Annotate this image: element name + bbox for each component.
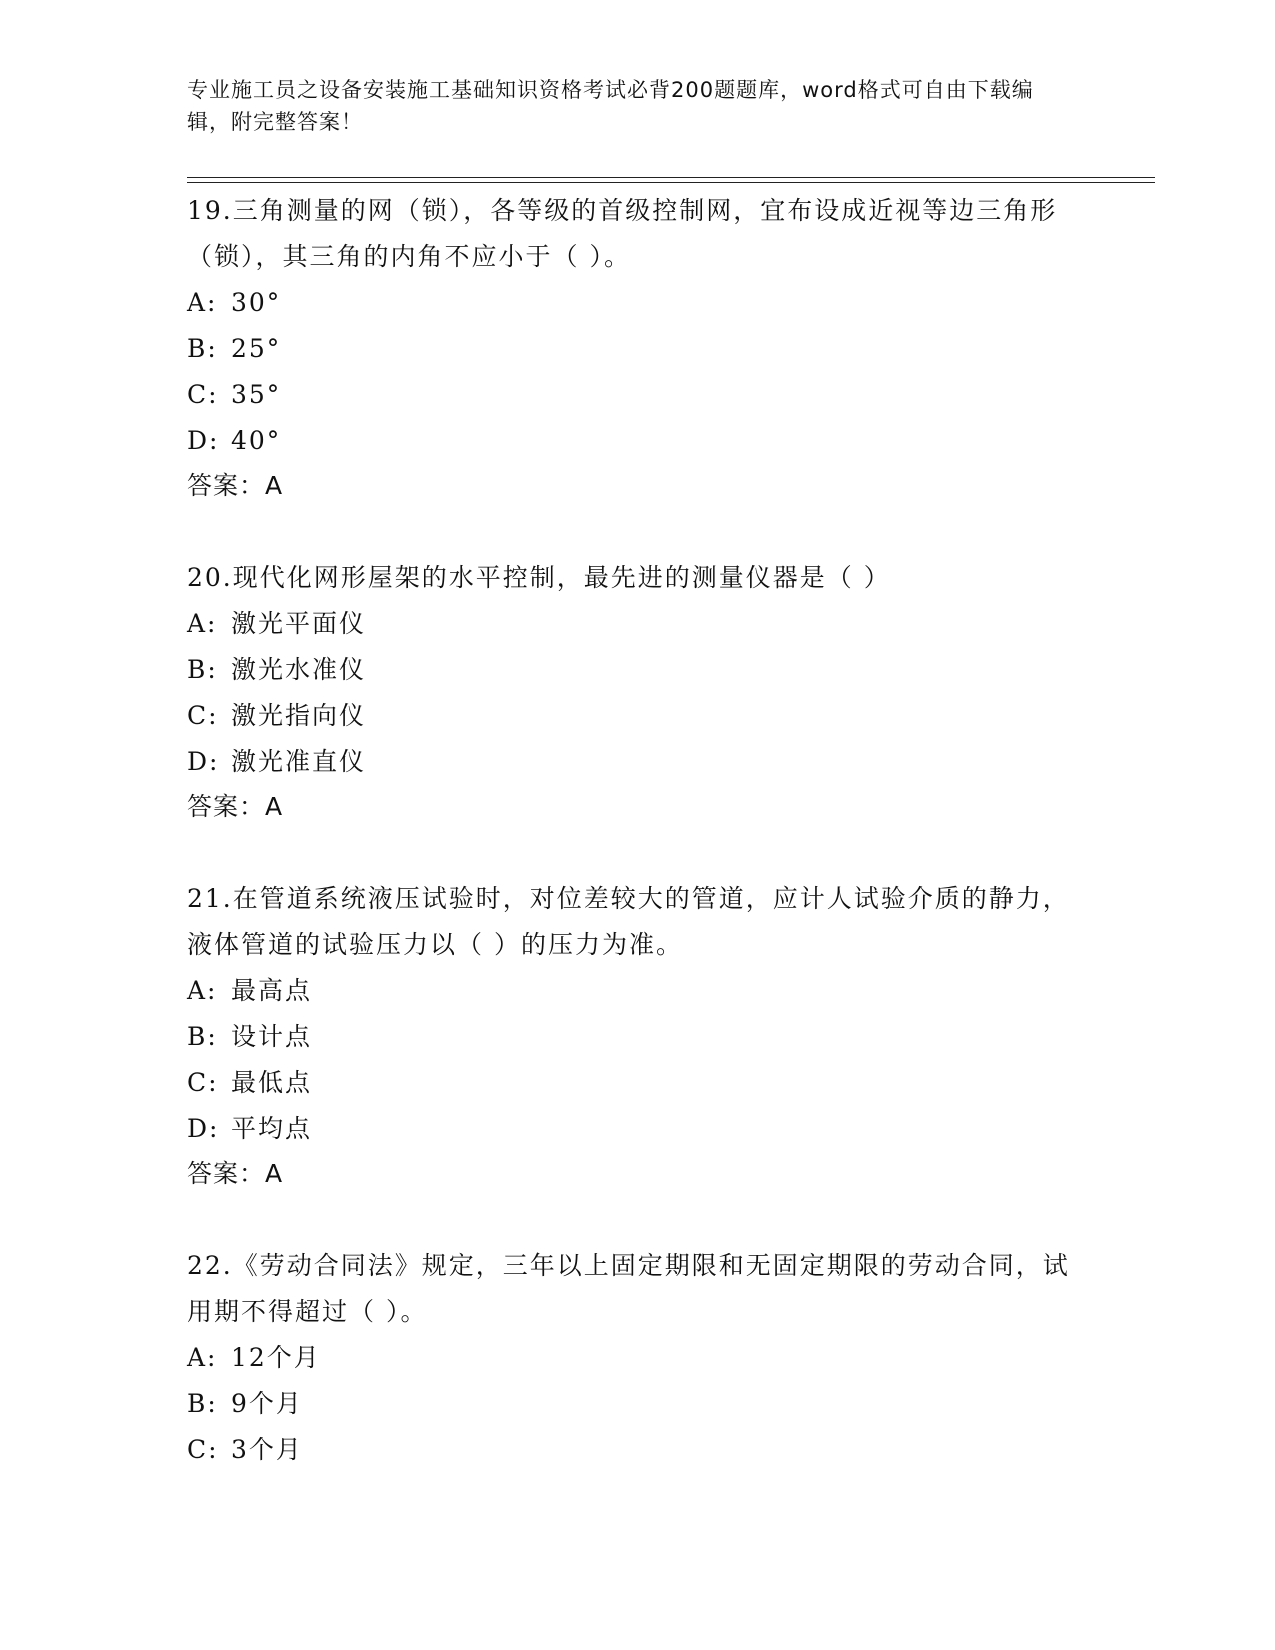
option-text: 30° [231,288,282,317]
option-b [187,326,1087,372]
option-label: B: [187,1022,218,1051]
option-a [187,968,1087,1014]
option-c [187,693,1087,739]
option-d [187,1106,1087,1152]
option-label: B: [187,334,218,363]
option-label: D: [187,747,220,776]
option-text: 最高点 [231,976,313,1005]
option-label: D: [187,426,220,455]
spacer [187,508,1087,554]
option-label: A: [187,288,218,317]
option-c [187,372,1087,418]
option-label: C: [187,1435,219,1464]
option-text: 最低点 [231,1068,313,1097]
question-stem: 19.三角测量的网（锁），各等级的首级控制网，宜布设成近视等边三角形（锁），其三角的内角不应小于（ ）。 [187,196,1058,271]
option-text: 40° [231,426,282,455]
option-text: 平均点 [231,1114,313,1143]
option-text: 激光指向仪 [231,701,367,730]
option-label: C: [187,380,219,409]
question-19 [187,187,1087,508]
option-text: 激光水准仪 [231,655,367,684]
option-c [187,1427,1087,1473]
option-b [187,1014,1087,1060]
option-text: 激光平面仪 [231,609,367,638]
question-21 [187,875,1087,1196]
question-20 [187,554,1087,829]
option-b [187,647,1087,693]
answer-line: 答案：A [187,471,284,500]
option-a [187,601,1087,647]
option-text: 25° [231,334,282,363]
option-text: 3个月 [231,1435,303,1464]
question-list [187,187,1087,1473]
option-label: C: [187,1068,219,1097]
spacer [187,1196,1087,1242]
option-b [187,1381,1087,1427]
option-text: 12个月 [231,1343,321,1372]
option-a [187,1335,1087,1381]
option-text: 9个月 [231,1389,303,1418]
option-label: D: [187,1114,220,1143]
question-stem: 22.《劳动合同法》规定，三年以上固定期限和无固定期限的劳动合同，试用期不得超过（ ）。 [187,1251,1070,1326]
option-text: 设计点 [231,1022,313,1051]
header-divider-top [187,177,1155,178]
answer-line: 答案：A [187,792,284,821]
header-divider-bottom [187,182,1155,183]
option-a [187,280,1087,326]
answer-line: 答案：A [187,1159,284,1188]
option-text: 激光准直仪 [231,747,367,776]
option-c [187,1060,1087,1106]
option-label: A: [187,609,218,638]
option-label: C: [187,701,219,730]
document-header: 专业施工员之设备安装施工基础知识资格考试必背200题题库，word格式可自由下载编辑，附完整答案！ [187,78,1034,134]
option-text: 35° [231,380,282,409]
option-label: B: [187,655,218,684]
question-stem: 20.现代化网形屋架的水平控制，最先进的测量仪器是（ ） [187,563,891,592]
option-label: A: [187,1343,218,1372]
option-d [187,418,1087,464]
question-stem: 21.在管道系统液压试验时，对位差较大的管道，应计人试验介质的静力，液体管道的试验压力以（ ）的压力为准。 [187,884,1070,959]
option-d [187,739,1087,785]
option-label: A: [187,976,218,1005]
option-label: B: [187,1389,218,1418]
question-22 [187,1242,1087,1473]
spacer [187,829,1087,875]
